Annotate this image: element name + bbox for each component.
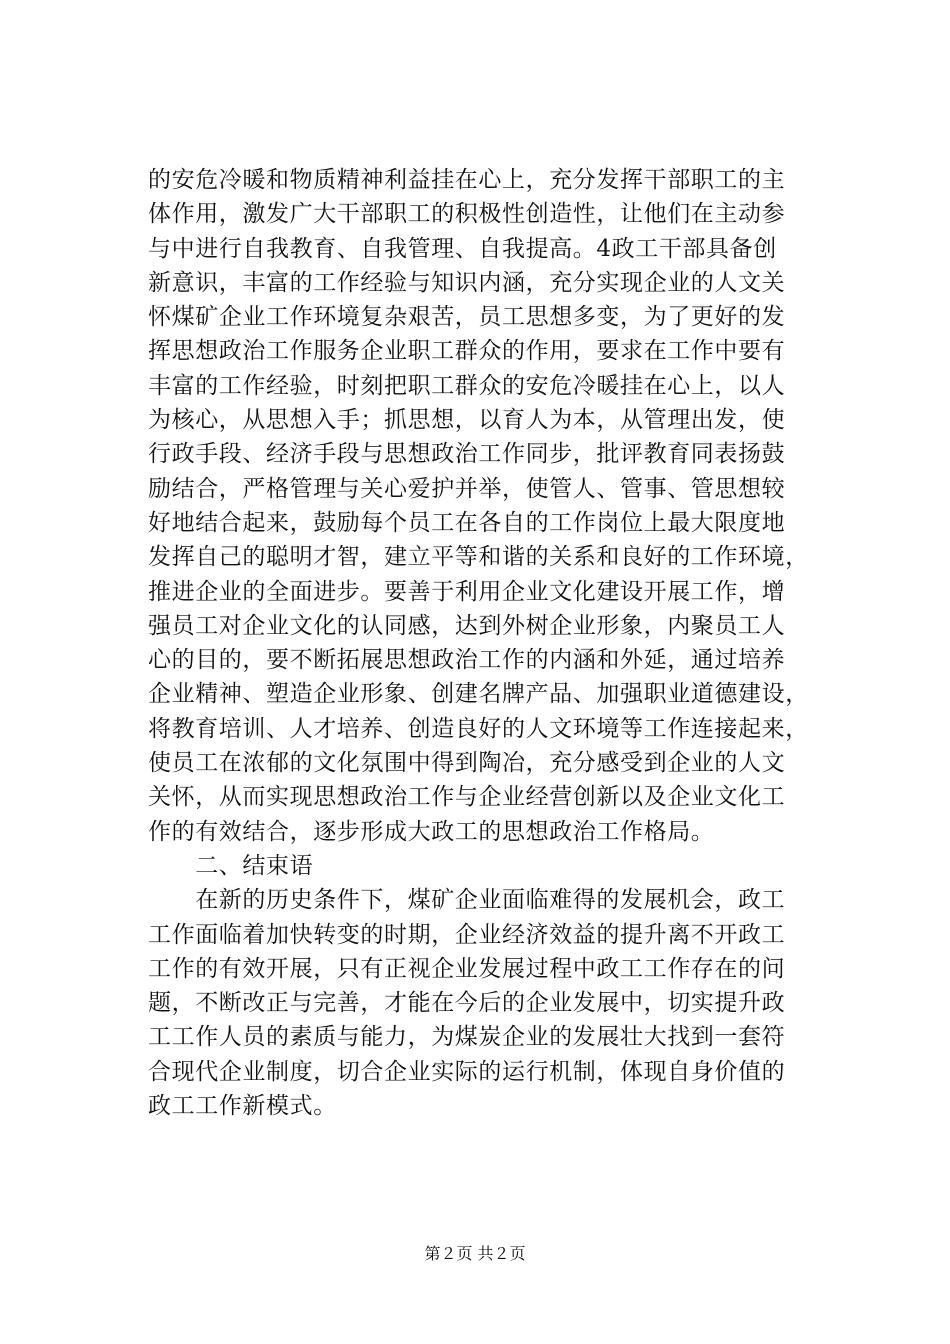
text-line: 怀煤矿企业工作环境复杂艰苦，员工思想多变，为了更好的发 (148, 304, 786, 331)
page-number-footer: 第２页 共２页 (424, 1244, 526, 1263)
text-line: 为核心，从思想入手；抓思想，以育人为本，从管理出发，使 (148, 407, 786, 434)
text-line: 合现代企业制度，切合企业实际的运行机制，体现自身价值的 (148, 1058, 786, 1085)
text-line: 体作用，激发广大干部职工的积极性创造性，让他们在主动参 (148, 201, 786, 228)
text-line: 丰富的工作经验，时刻把职工群众的安危冷暖挂在心上，以人 (148, 372, 786, 399)
text-line: 新意识，丰富的工作经验与知识内涵，充分实现企业的人文关 (148, 269, 786, 296)
text-line: 好地结合起来，鼓励每个员工在各自的工作岗位上最大限度地 (148, 509, 786, 536)
text-line: 关怀，从而实现思想政治工作与企业经营创新以及企业文化工 (148, 784, 786, 811)
text-line: 题，不断改正与完善，才能在今后的企业发展中，切实提升政 (148, 990, 786, 1017)
text-line: 作的有效结合，逐步形成大政工的思想政治工作格局。 (148, 818, 715, 845)
text-line: 与中进行自我教育、自我管理、自我提高。4政工干部具备创 (148, 235, 777, 262)
text-line: 企业精神、塑造企业形象、创建名牌产品、加强职业道德建设， (148, 681, 809, 708)
text-line: 行政手段、经济手段与思想政治工作同步，批评教育同表扬鼓 (148, 441, 786, 468)
text-line: 使员工在浓郁的文化氛围中得到陶冶，充分感受到企业的人文 (148, 750, 786, 777)
section-heading: 二、结束语 (148, 852, 314, 879)
text-line: 政工工作新模式。 (148, 1093, 337, 1120)
text-line: 在新的历史条件下，煤矿企业面临难得的发展机会，政工 (148, 887, 786, 914)
text-line: 工作的有效开展，只有正视企业发展过程中政工工作存在的问 (148, 955, 786, 982)
body-text (148, 163, 812, 1123)
text-line: 强员工对企业文化的认同感，达到外树企业形象，内聚员工人 (148, 612, 786, 639)
text-line: 工工作人员的素质与能力，为煤炭企业的发展壮大找到一套符 (148, 1024, 786, 1051)
text-line: 发挥自己的聪明才智，建立平等和谐的关系和良好的工作环境， (148, 544, 809, 571)
text-line: 工作面临着加快转变的时期，企业经济效益的提升离不开政工 (148, 921, 786, 948)
text-line: 将教育培训、人才培养、创造良好的人文环境等工作连接起来， (148, 715, 809, 742)
text-line: 推进企业的全面进步。要善于利用企业文化建设开展工作，增 (148, 578, 786, 605)
text-line: 励结合，严格管理与关心爱护并举，使管人、管事、管思想较 (148, 475, 786, 502)
text-line: 挥思想政治工作服务企业职工群众的作用，要求在工作中要有 (148, 338, 786, 365)
text-line: 的安危冷暖和物质精神利益挂在心上，充分发挥干部职工的主 (148, 167, 786, 193)
text-line: 心的目的，要不断拓展思想政治工作的内涵和外延，通过培养 (148, 647, 786, 674)
